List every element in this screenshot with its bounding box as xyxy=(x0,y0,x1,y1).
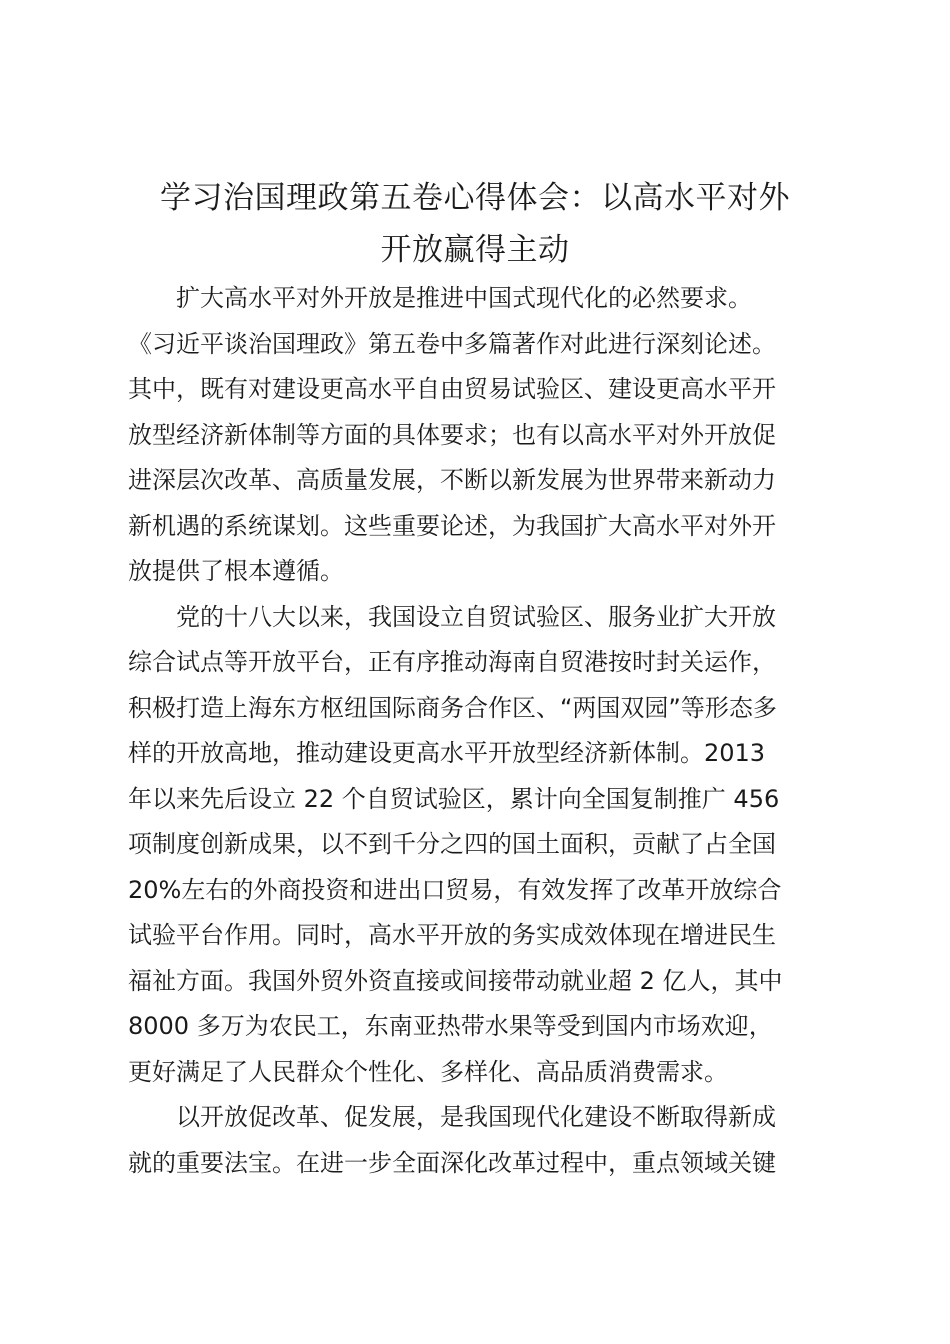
text-line: 综合试点等开放平台，正有序推动海南自贸港按时封关运作， xyxy=(128,648,776,676)
text-line: 放型经济新体制等方面的具体要求；也有以高水平对外开放促 xyxy=(128,420,776,449)
text-line: 进深层次改革、高质量发展，不断以新发展为世界带来新动力 xyxy=(128,466,776,494)
document-title xyxy=(128,172,822,276)
text-line: 扩大高水平对外开放是推进中国式现代化的必然要求。 xyxy=(176,284,752,312)
title-line: 学习治国理政第五卷心得体会：以高水平对外 xyxy=(160,180,790,216)
text-line: 福祉方面。我国外贸外资直接或间接带动就业超 2 亿人，其中 xyxy=(128,966,783,995)
text-line: 年以来先后设立 22 个自贸试验区，累计向全国复制推广 456 xyxy=(128,784,780,813)
paragraph-2 xyxy=(128,595,822,1096)
text-line: 项制度创新成果，以不到千分之四的国土面积，贡献了占全国 xyxy=(128,830,776,858)
title-line: 开放赢得主动 xyxy=(380,232,570,268)
text-line: 积极打造上海东方枢纽国际商务合作区、“两国双园”等形态多 xyxy=(128,693,777,722)
text-line: 就的重要法宝。在进一步全面深化改革过程中，重点领域关键 xyxy=(128,1148,776,1177)
text-line: 《习近平谈治国理政》第五卷中多篇著作对此进行深刻论述。 xyxy=(128,329,776,358)
text-line: 8000 多万为农民工，东南亚热带水果等受到国内市场欢迎， xyxy=(128,1012,773,1040)
text-line: 党的十八大以来，我国设立自贸试验区、服务业扩大开放 xyxy=(176,602,776,631)
text-line: 放提供了根本遵循。 xyxy=(128,557,344,585)
text-line: 新机遇的系统谋划。这些重要论述，为我国扩大高水平对外开 xyxy=(128,511,776,540)
text-line: 更好满足了人民群众个性化、多样化、高品质消费需求。 xyxy=(128,1057,728,1086)
text-line: 以开放促改革、促发展，是我国现代化建设不断取得新成 xyxy=(176,1103,776,1131)
paragraph-1 xyxy=(128,276,822,595)
text-line: 20%左右的外商投资和进出口贸易，有效发挥了改革开放综合 xyxy=(128,875,782,904)
paragraph-3 xyxy=(128,1095,822,1186)
document-page xyxy=(128,172,822,1186)
text-line: 试验平台作用。同时，高水平开放的务实成效体现在增进民生 xyxy=(128,921,776,949)
text-line: 样的开放高地，推动建设更高水平开放型经济新体制。2013 xyxy=(128,739,766,767)
text-line: 其中，既有对建设更高水平自由贸易试验区、建设更高水平开 xyxy=(128,375,776,403)
